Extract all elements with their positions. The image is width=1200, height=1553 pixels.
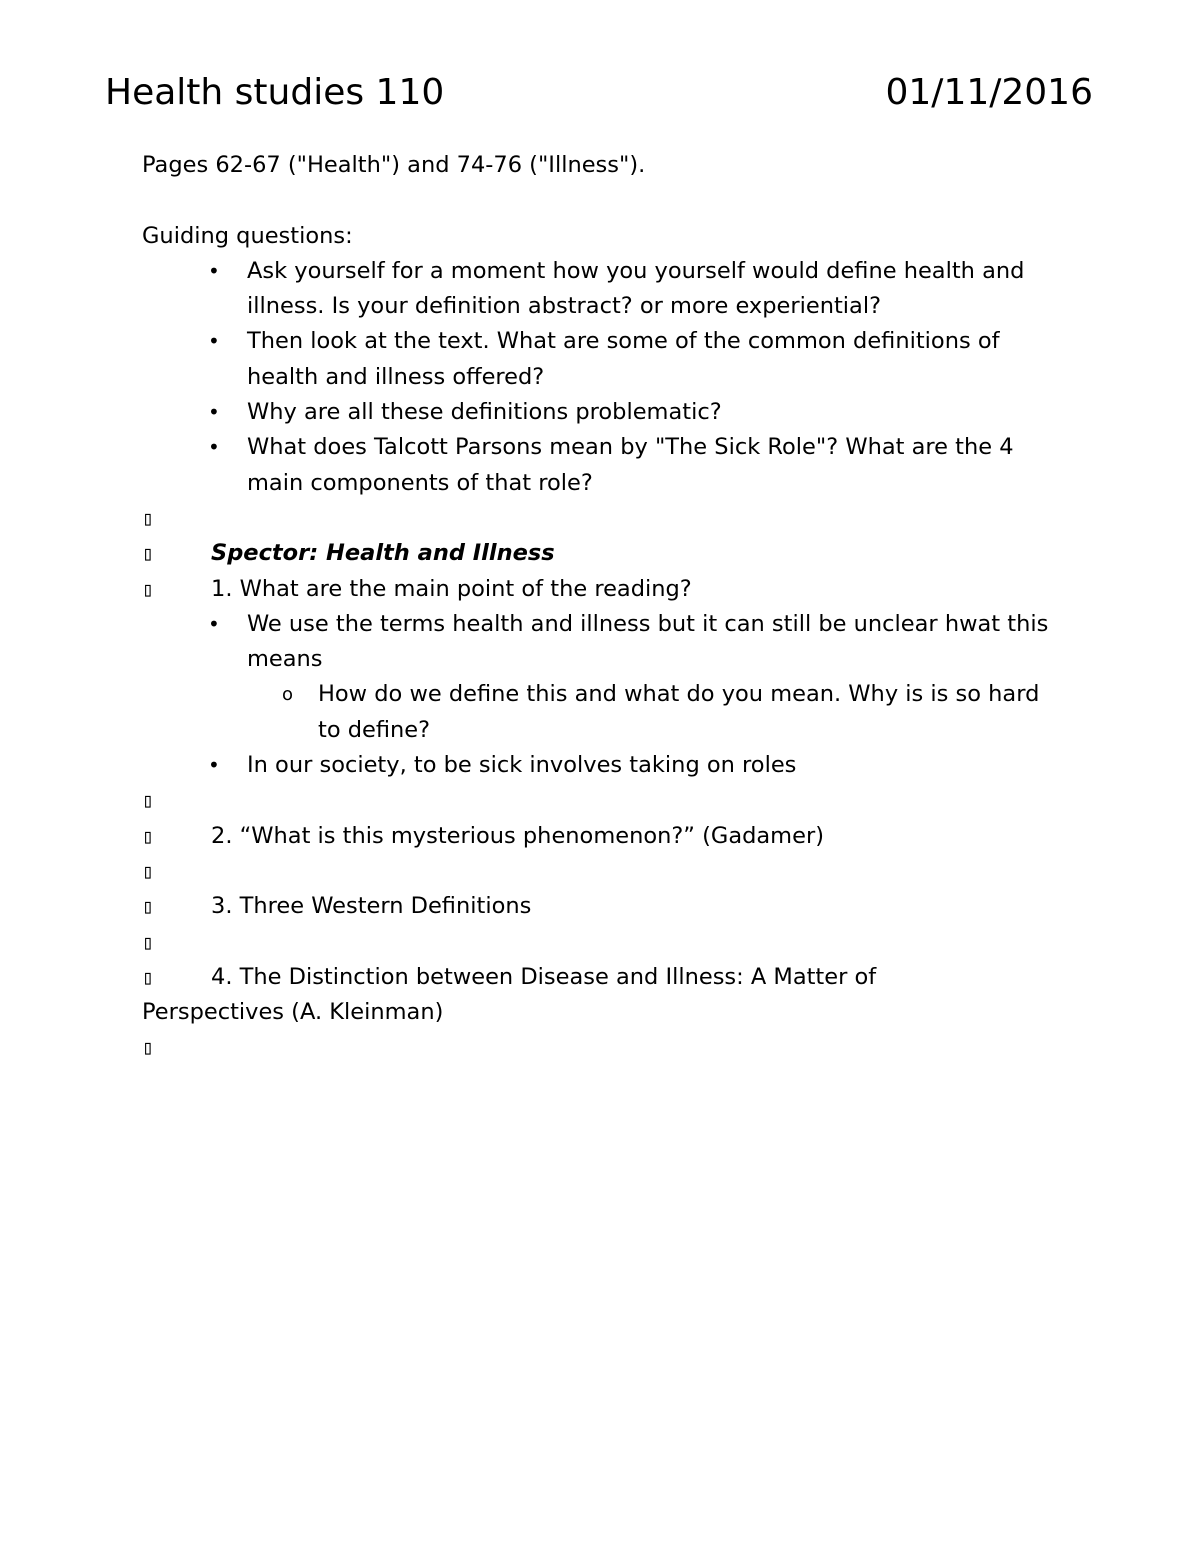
page-header: [105, 68, 1093, 118]
bullet-icon: •: [208, 329, 220, 354]
box-marker-icon: ▯: [142, 505, 155, 530]
q1-sub-bullet: How do we define this and what do you mean. Why is is so hard to define?: [318, 681, 1040, 743]
document-date: 01/11/2016: [885, 72, 1093, 113]
question-1: 1. What are the main point of the reading?: [211, 575, 692, 602]
marker-line: [142, 501, 1062, 536]
question-2-line: [142, 819, 1062, 854]
bullet-icon: •: [208, 435, 220, 460]
list-item: [142, 677, 1062, 748]
guiding-question-1: Ask yourself for a moment how you yourself would define health and illness. Is your definition abstract? or more experiential?: [247, 257, 1025, 320]
list-item: [142, 607, 1062, 678]
guiding-question-2: Then look at the text. What are some of the common definitions of health and illness offered?: [247, 328, 1000, 390]
box-marker-icon: ▯: [142, 576, 155, 601]
box-marker-icon: ▯: [142, 929, 155, 954]
list-item: [142, 430, 1062, 501]
guiding-question-3: Why are all these definitions problematic?: [247, 399, 722, 426]
question-3-line: [142, 889, 1062, 924]
section-heading: Spector: Health and Illness: [211, 540, 555, 567]
spector-heading-line: [142, 536, 1062, 571]
box-marker-icon: ▯: [142, 894, 155, 919]
box-marker-icon: ▯: [142, 788, 155, 813]
q1-bullet-1: We use the terms health and illness but it can still be unclear hwat this means: [247, 610, 1049, 673]
document-body: [142, 148, 1062, 1066]
box-marker-icon: ▯: [142, 964, 155, 989]
box-marker-icon: ▯: [142, 541, 155, 566]
bullet-icon: •: [208, 400, 220, 425]
list-item: [142, 324, 1062, 395]
bullet-icon: •: [208, 611, 220, 636]
pages-line: Pages 62-67 ("Health") and 74-76 ("Illness").: [142, 152, 646, 178]
document-title: Health studies 110: [105, 72, 445, 113]
question-4: 4. The Distinction between Disease and Illness: A Matter of Perspectives (A. Kleinman): [142, 963, 877, 1026]
bullet-icon: •: [208, 753, 220, 778]
question-2: 2. “What is this mysterious phenomenon?” (Gadamer): [211, 822, 824, 849]
guiding-questions-label: Guiding questions:: [142, 222, 353, 249]
q1-bullet-2: In our society, to be sick involves taking on roles: [247, 752, 797, 779]
list-item: [142, 748, 1062, 783]
marker-line: [142, 1030, 1062, 1065]
box-marker-icon: ▯: [142, 858, 155, 883]
question-3: 3. Three Western Definitions: [211, 893, 532, 920]
circle-bullet-icon: o: [282, 684, 294, 706]
marker-line: [142, 854, 1062, 889]
box-marker-icon: ▯: [142, 1035, 155, 1060]
blank-line: [142, 183, 1062, 218]
guiding-question-4: What does Talcott Parsons mean by "The Sick Role"? What are the 4 main components of that role?: [247, 434, 1014, 496]
marker-line: [142, 925, 1062, 960]
question-4-line: [142, 960, 942, 1031]
box-marker-icon: ▯: [142, 823, 155, 848]
question-1-line: [142, 572, 1062, 607]
list-item: [142, 395, 1062, 430]
bullet-icon: •: [208, 258, 220, 283]
marker-line: [142, 783, 1062, 818]
list-item: [142, 254, 1062, 325]
